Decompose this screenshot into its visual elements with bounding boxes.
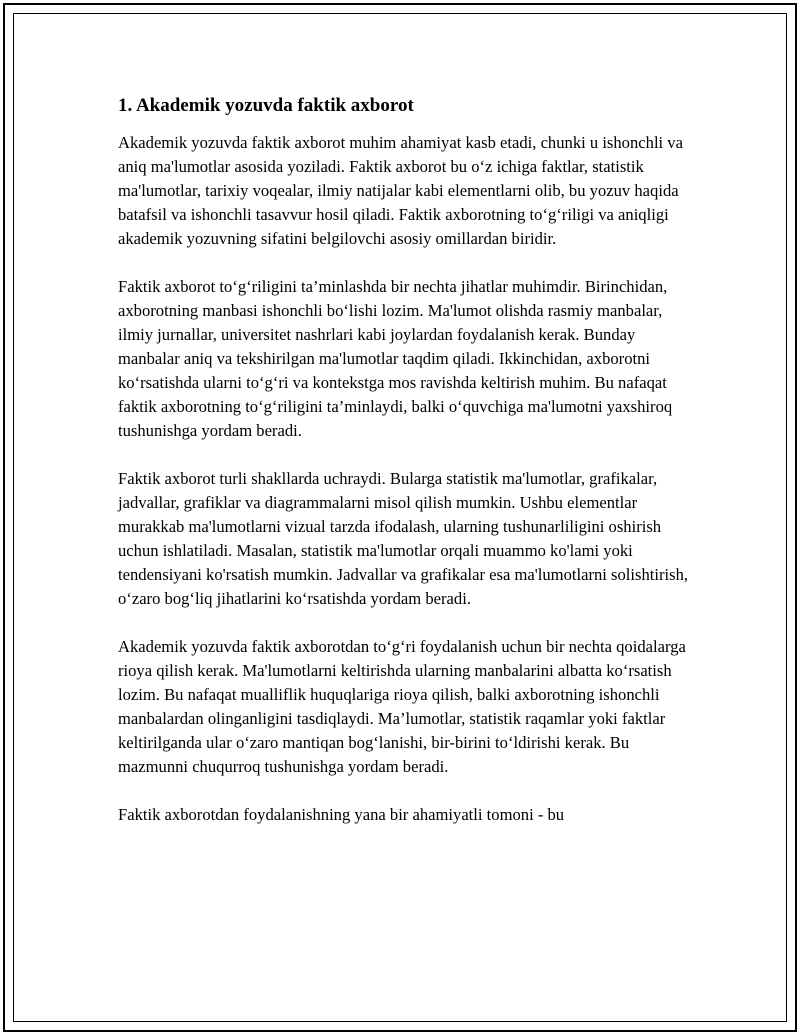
document-body: [118, 93, 698, 851]
paragraph: Faktik axborotdan foydalanishning yana bir ahamiyatli tomoni - bu: [118, 805, 565, 824]
paragraph: Faktik axborot turli shakllarda uchraydi. Bularga statistik ma'lumotlar, grafikalar, jadvallar, grafiklar va diagrammalarni misol qilish mumkin. Ushbu elementlar murakkab ma'lumotlarni vizual tarzda ifodalash, ularning tushunarliligini oshirish uchun ishlatiladi. Masalan, statistik ma'lumotlar orqali muammo ko'lami yoki tendensiyani ko'rsatish mumkin. Jadvallar va grafikalar esa ma'lumotlarni solishtirish, o‘zaro bog‘liq jihatlarini ko‘rsatishda yordam beradi.: [118, 469, 689, 608]
section-heading: 1. Akademik yozuvda faktik axborot: [118, 95, 414, 116]
paragraph: Faktik axborot to‘g‘riligini ta’minlashda bir nechta jihatlar muhimdir. Birinchidan, axborotning manbasi ishonchli bo‘lishi lozim. Ma'lumot olishda rasmiy manbalar, ilmiy jurnallar, universitet nashrlari kabi joylardan foydalanish kerak. Bunday manbalar aniq va tekshirilgan ma'lumotlar taqdim qiladi. Ikkinchidan, axborotni ko‘rsatishda ularni to‘g‘ri va kontekstga mos ravishda keltirish muhim. Bu nafaqat faktik axborotning to‘g‘riligini ta’minlaydi, balki o‘quvchiga ma'lumotni yaxshiroq tushunishga yordam beradi.: [118, 277, 673, 440]
paragraph: Akademik yozuvda faktik axborot muhim ahamiyat kasb etadi, chunki u ishonchli va aniq ma'lumotlar asosida yoziladi. Faktik axborot bu o‘z ichiga faktlar, statistik ma'lumotlar, tarixiy voqealar, ilmiy natijalar kabi elementlarni olib, bu yozuv haqida batafsil va ishonchli tasavvur hosil qiladi. Faktik axborotning to‘g‘riligi va aniqligi akademik yozuvning sifatini belgilovchi asosiy omillardan biridir.: [118, 133, 683, 248]
paragraph: Akademik yozuvda faktik axborotdan to‘g‘ri foydalanish uchun bir nechta qoidalarga rioya qilish kerak. Ma'lumotlarni keltirishda ularning manbalarini albatta ko‘rsatish lozim. Bu nafaqat mualliflik huquqlariga rioya qilish, balki axborotning ishonchli manbalardan olinganligini tasdiqlaydi. Ma’lumotlar, statistik raqamlar yoki faktlar keltirilganda ular o‘zaro mantiqan bog‘lanishi, bir-birini to‘ldirishi kerak. Bu mazmunni chuqurroq tushunishga yordam beradi.: [118, 637, 686, 776]
